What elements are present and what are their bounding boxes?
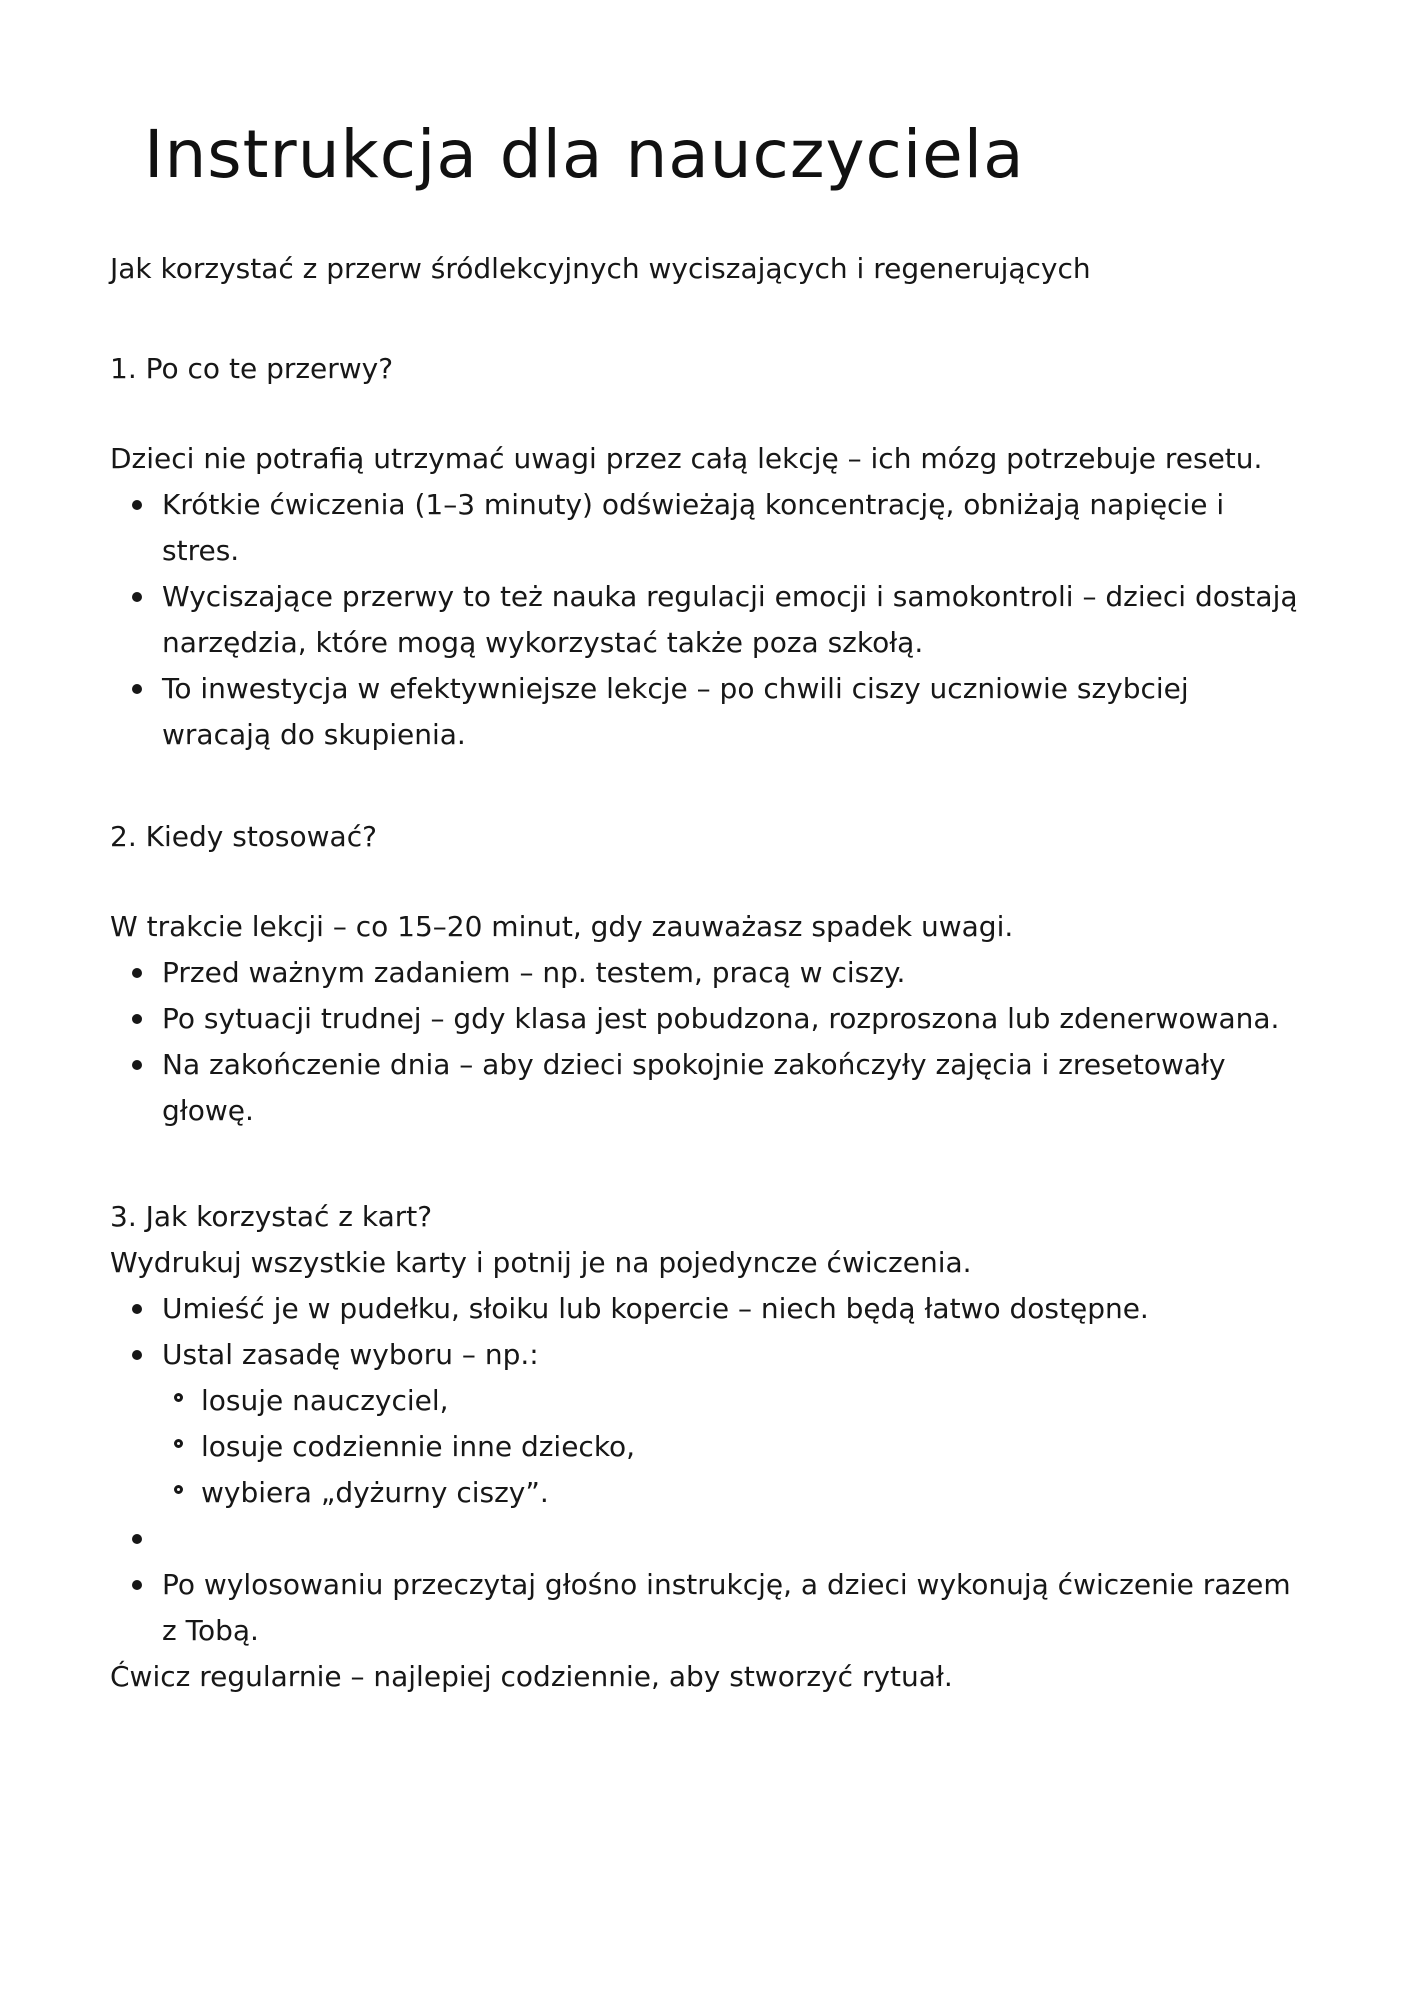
list-item-row bbox=[110, 482, 1304, 574]
bullet-dot-icon bbox=[132, 1304, 142, 1314]
sub-list-item-text: wybiera „dyżurny ciszy”. bbox=[201, 1475, 549, 1509]
bullet-dot-icon bbox=[132, 1534, 142, 1544]
list-item-text: Wyciszające przerwy to też nauka regulacji emocji i samokontroli – dzieci dostają narzędzia, które mogą wykorzystać także poza szkołą. bbox=[162, 579, 1298, 659]
list-item-text: Umieść je w pudełku, słoiku lub kopercie – niech będą łatwo dostępne. bbox=[162, 1291, 1149, 1325]
list-item-text: Po wylosowaniu przeczytaj głośno instrukcję, a dzieci wykonują ćwiczenie razem z Tobą. bbox=[162, 1567, 1291, 1647]
list-item-text: To inwestycja w efektywniejsze lekcje – po chwili ciszy uczniowie szybciej wracają do skupienia. bbox=[162, 671, 1189, 751]
bullet-circle-icon bbox=[174, 1439, 183, 1448]
list-item-row bbox=[110, 1042, 1304, 1134]
list-item-row bbox=[110, 1424, 1304, 1470]
bullet-circle-icon bbox=[174, 1393, 183, 1402]
bullet-dot-icon bbox=[132, 1580, 142, 1590]
section-2-bullet-list bbox=[110, 950, 1304, 1134]
section-why-breaks bbox=[110, 346, 1304, 758]
list-item-text: Ustal zasadę wyboru – np.: bbox=[162, 1337, 539, 1371]
list-item-row bbox=[110, 574, 1304, 666]
list-item bbox=[110, 1562, 1304, 1654]
section-3-heading: 3. Jak korzystać z kart? bbox=[110, 1199, 433, 1233]
section-3-intro: Wydrukuj wszystkie karty i potnij je na pojedyncze ćwiczenia. bbox=[110, 1245, 972, 1279]
bullet-dot-icon bbox=[132, 500, 142, 510]
list-item-text: Na zakończenie dnia – aby dzieci spokojnie zakończyły zajęcia i zresetowały głowę. bbox=[162, 1047, 1226, 1127]
list-item-row bbox=[110, 950, 1304, 996]
bullet-dot-icon bbox=[132, 1060, 142, 1070]
section-1-heading: 1. Po co te przerwy? bbox=[110, 351, 394, 385]
section-how-to-use-cards bbox=[110, 1194, 1304, 1700]
section-1-bullet-list bbox=[110, 482, 1304, 758]
sub-list-item bbox=[110, 1470, 1304, 1516]
page-title: Instrukcja dla nauczyciela bbox=[144, 116, 1025, 193]
list-item-row bbox=[110, 666, 1304, 758]
bullet-dot-icon bbox=[132, 1350, 142, 1360]
sub-list-item bbox=[110, 1424, 1304, 1470]
list-item-text: Przed ważnym zadaniem – np. testem, pracą w ciszy. bbox=[162, 955, 906, 989]
bullet-dot-icon bbox=[132, 684, 142, 694]
list-item bbox=[110, 574, 1304, 666]
sub-list-item bbox=[110, 1378, 1304, 1424]
section-1-intro: Dzieci nie potrafią utrzymać uwagi przez całą lekcję – ich mózg potrzebuje resetu. bbox=[110, 441, 1263, 475]
bullet-circle-icon bbox=[174, 1485, 183, 1494]
bullet-dot-icon bbox=[132, 1014, 142, 1024]
empty-list-item bbox=[110, 1516, 1304, 1562]
list-item-text: Krótkie ćwiczenia (1–3 minuty) odświeżają koncentrację, obniżają napięcie i stres. bbox=[162, 487, 1225, 567]
list-item-row bbox=[110, 1332, 1304, 1378]
bullet-dot-icon bbox=[132, 592, 142, 602]
list-item-row bbox=[110, 1516, 1304, 1544]
list-item-row bbox=[110, 1470, 1304, 1516]
list-item bbox=[110, 1332, 1304, 1516]
list-item-row bbox=[110, 996, 1304, 1042]
subtitle: Jak korzystać z przerw śródlekcyjnych wyciszających i regenerujących bbox=[110, 251, 1091, 285]
list-item-text: Po sytuacji trudnej – gdy klasa jest pobudzona, rozproszona lub zdenerwowana. bbox=[162, 1001, 1280, 1035]
sub-list-item-text: losuje codziennie inne dziecko, bbox=[201, 1429, 636, 1463]
bullet-dot-icon bbox=[132, 968, 142, 978]
list-item bbox=[110, 1286, 1304, 1332]
closing-line: Ćwicz regularnie – najlepiej codziennie, aby stworzyć rytuał. bbox=[110, 1659, 953, 1693]
section-when-to-use bbox=[110, 814, 1304, 1134]
list-item-row bbox=[110, 1378, 1304, 1424]
section-2-heading: 2. Kiedy stosować? bbox=[110, 819, 377, 853]
list-item-row bbox=[110, 1286, 1304, 1332]
list-item bbox=[110, 666, 1304, 758]
list-item-row bbox=[110, 1562, 1304, 1654]
list-item bbox=[110, 482, 1304, 574]
list-item bbox=[110, 950, 1304, 996]
list-item bbox=[110, 1042, 1304, 1134]
section-3-bullet-list bbox=[110, 1286, 1304, 1654]
section-2-intro: W trakcie lekcji – co 15–20 minut, gdy zauważasz spadek uwagi. bbox=[110, 909, 1014, 943]
list-item bbox=[110, 996, 1304, 1042]
sub-list-item-text: losuje nauczyciel, bbox=[201, 1383, 449, 1417]
choice-rule-sub-list bbox=[110, 1378, 1304, 1516]
